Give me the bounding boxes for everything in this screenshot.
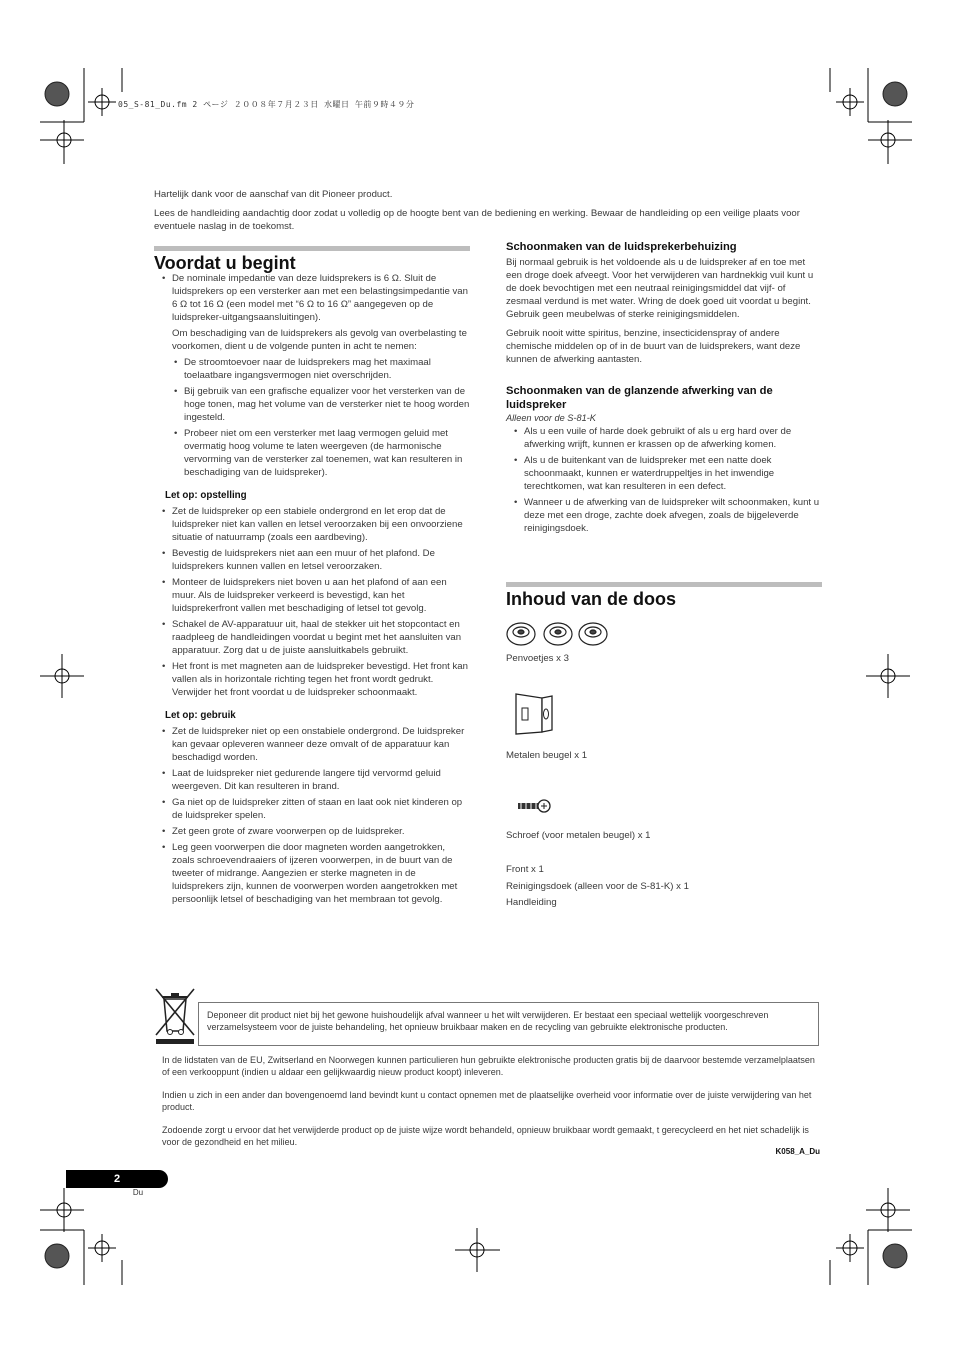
list-item: • Ga niet op de luidspreker zitten of staan en laat ook niet kinderen op de luidspreker spelen.	[154, 796, 470, 822]
list-item: • Zet de luidspreker niet op een onstabiele ondergrond. De luidspreker kan gevaar opleveren wanneer deze omvalt of de apparatuur kan beschadigd worden.	[154, 725, 470, 764]
list-item: • Wanneer u de afwerking van de luidspreker wilt schoonmaken, kunt u deze met een droge, zachte doek afvegen, zoals de bijgeleverde reinigingsdoek.	[506, 496, 822, 535]
list-item: • Bevestig de luidsprekers niet aan een muur of het plafond. De luidsprekers kunnen vallen en letsel veroorzaken.	[154, 547, 470, 573]
item-feet: Penvoetjes x 3	[506, 653, 569, 664]
section-rule	[506, 582, 822, 587]
intro-instructions: Lees de handleiding aandachtig door zodat u volledig op de hoogte bent van de bediening en werking. Bewaar de handleiding op een veilige plaats voor eventuele naslag in de toekomst.	[154, 208, 800, 232]
bracket-icon	[512, 692, 556, 741]
gloss-heading: Schoonmaken van de glanzende afwerking van de luidspreker	[506, 385, 773, 411]
right-column	[506, 240, 822, 538]
disposal-notes	[162, 1054, 820, 1159]
overload-list	[154, 356, 470, 479]
list-item: • Monteer de luidsprekers niet boven u aan het plafond of aan een muur. Als de luidspreker verkeerd is bevestigd, kan het luidsprekerfront vallen met beschadiging of letsel tot gevolg.	[154, 576, 470, 615]
item-front: Front x 1	[506, 864, 544, 875]
disposal-note-other: Indien u zich in een ander dan bovengenoemd land bevindt kunt u contact opnemen met de plaatselijke overheid voor informatie over de juiste verwijdering van het product.	[162, 1090, 812, 1112]
list-item: • Als u een vuile of harde doek gebruikt of als u erg hard over de afwerking wrijft, kunnen er krassen op de afwerking komen.	[506, 425, 822, 451]
left-column	[154, 246, 470, 909]
language-code: Du	[132, 1188, 144, 1197]
list-item: • Zet de luidspreker op een stabiele ondergrond en let erop dat de luidspreker niet kan vallen en letsel veroorzaken bij een onvoorziene situatie of natuurramp (zoals een aardbeving).	[154, 505, 470, 544]
feet-illustration	[506, 621, 610, 652]
list-item: • Leg geen voorwerpen die door magneten worden aangetrokken, zoals schroevendraaiers of ijzeren voorwerpen, in de buurt van de tweeter of midrange. Aangezien er sterke magneten in de luidsprekers zijn, kunnen de voorwerpen worden aangetrokken met persoonlijk letsel of beschadiging van het membraan tot gevolg.	[154, 841, 470, 906]
usage-heading: Let op: gebruik	[165, 710, 236, 721]
list-item: • Probeer niet om een versterker met laag vermogen geluid met overmatig hoog volume te laten weergeven (de harmonische vervorming van de versterker zal toenemen, wat kan resulteren in beschadiging van de luidspreker).	[154, 427, 470, 479]
cleaning-warning: Gebruik nooit witte spiritus, benzine, insecticidenspray of andere chemische middelen op of in de buurt van de luidsprekers, want deze kunnen de afwerking aantasten.	[506, 328, 801, 365]
foot-icon	[544, 623, 572, 645]
page-number: 2	[113, 1173, 121, 1185]
page-number-tab	[66, 1170, 168, 1188]
list-item: • Het front is met magneten aan de luidspreker bevestigd. Het front kan vallen als in horizontale richting tegen het front wordt gedrukt. Verwijder het front voordat u de luidspreker schoonmaakt.	[154, 660, 470, 699]
notice-code: K058_A_Du	[775, 1147, 820, 1156]
file-header: 05_S-81_Du.fm 2 ページ ２００８年７月２３日 水曜日 午前９時４９分	[118, 100, 415, 109]
item-cloth: Reinigingsdoek (alleen voor de S-81-K) x 1	[506, 881, 689, 892]
disposal-notice: Deponeer dit product niet bij het gewone huishoudelijk afval wanneer u het wilt verwijderen. Er bestaat een speciaal wettelijk voorgeschreven verzamelsysteem voor de juiste behandeling, het opnieuw bruikbaar maken en de recycling van gebruikte elektronische producten.	[198, 1002, 819, 1046]
placement-list	[154, 505, 470, 699]
cleaning-text: Bij normaal gebruik is het voldoende als u de luidspreker af en toe met een droge doek afveegt. Voor het verwijderen van hardnekkig vuil kunt u de doek bevochtigen met een neutraal reinigingsmiddel dat vijf- of zesmaal verdund is met water. Wring de doek goed uit voordat u begint. Gebruik geen meubelwas of sterke reinigingsmiddelen.	[506, 257, 814, 320]
list-item	[154, 272, 470, 324]
screw-icon	[516, 796, 552, 821]
item-manual: Handleiding	[506, 897, 557, 908]
section-title-voordat: Voordat u begint	[154, 253, 296, 273]
impedance-list	[154, 272, 470, 324]
foot-icon	[507, 623, 535, 645]
foot-icon	[579, 623, 607, 645]
disposal-note-eu: In de lidstaten van de EU, Zwitserland en Noorwegen kunnen particulieren hun gebruikte elektronische producten gratis bij de daarvoor bestemde verzamelplaatsen of een verkooppunt (indien u aldaar een gelijkwaardig nieuw product koopt) inleveren.	[162, 1055, 815, 1077]
impedance-text: De nominale impedantie van deze luidsprekers is 6 Ω. Sluit de luidsprekers op een versterker aan met een belastingsimpedantie van 6 Ω tot 16 Ω (een model met “6 Ω to 16 Ω” aangegeven op de luidspreker-uitgangsaansluitingen).	[172, 273, 468, 323]
usage-list	[154, 725, 470, 906]
cleaning-heading: Schoonmaken van de luidsprekerbehuizing	[506, 241, 737, 253]
intro-thanks: Hartelijk dank voor de aanschaf van dit Pioneer product.	[154, 189, 393, 200]
intro	[154, 188, 822, 239]
list-item: • Schakel de AV-apparatuur uit, haal de stekker uit het stopcontact en raadpleeg de handleidingen voordat u begint met het aansluiten van apparatuur. Zorg dat u de juiste aansluitkabels gebruikt.	[154, 618, 470, 657]
list-item: • Laat de luidspreker niet gedurende langere tijd vervormd geluid weergeven. Dit kan resulteren in brand.	[154, 767, 470, 793]
gloss-model-note: Alleen voor de S-81-K	[506, 413, 596, 423]
list-item: • Als u de buitenkant van de luidspreker met een natte doek schoonmaakt, kunnen er waterdruppeltjes in het inwendige terechtkomen, wat kan resulteren in een defect.	[506, 454, 822, 493]
list-item: • Zet geen grote of zware voorwerpen op de luidspreker.	[154, 825, 470, 838]
disposal-note-effect: Zodoende zorgt u ervoor dat het verwijderde product op de juiste wijze wordt behandeld, opnieuw bruikbaar wordt gemaakt, t gerecycleerd en het niet schadelijk is voor de gezondheid en het milieu.	[162, 1125, 809, 1147]
overload-note: Om beschadiging van de luidsprekers als gevolg van overbelasting te voorkomen, dient u de volgende punten in acht te nemen:	[172, 328, 467, 352]
section-title-inhoud: Inhoud van de doos	[506, 589, 676, 609]
gloss-list	[506, 425, 822, 535]
item-bracket: Metalen beugel x 1	[506, 750, 588, 761]
section-rule	[154, 246, 470, 251]
list-item: • Bij gebruik van een grafische equalizer voor het versterken van de hoge tonen, mag het volume van de versterker niet te hoog worden ingesteld.	[154, 385, 470, 424]
placement-heading: Let op: opstelling	[165, 490, 247, 501]
list-item: • De stroomtoevoer naar de luidsprekers mag het maximaal toelaatbare ingangsvermogen niet overschrijden.	[154, 356, 470, 382]
item-screw: Schroef (voor metalen beugel) x 1	[506, 830, 651, 841]
crossed-bin-icon	[152, 985, 198, 1050]
